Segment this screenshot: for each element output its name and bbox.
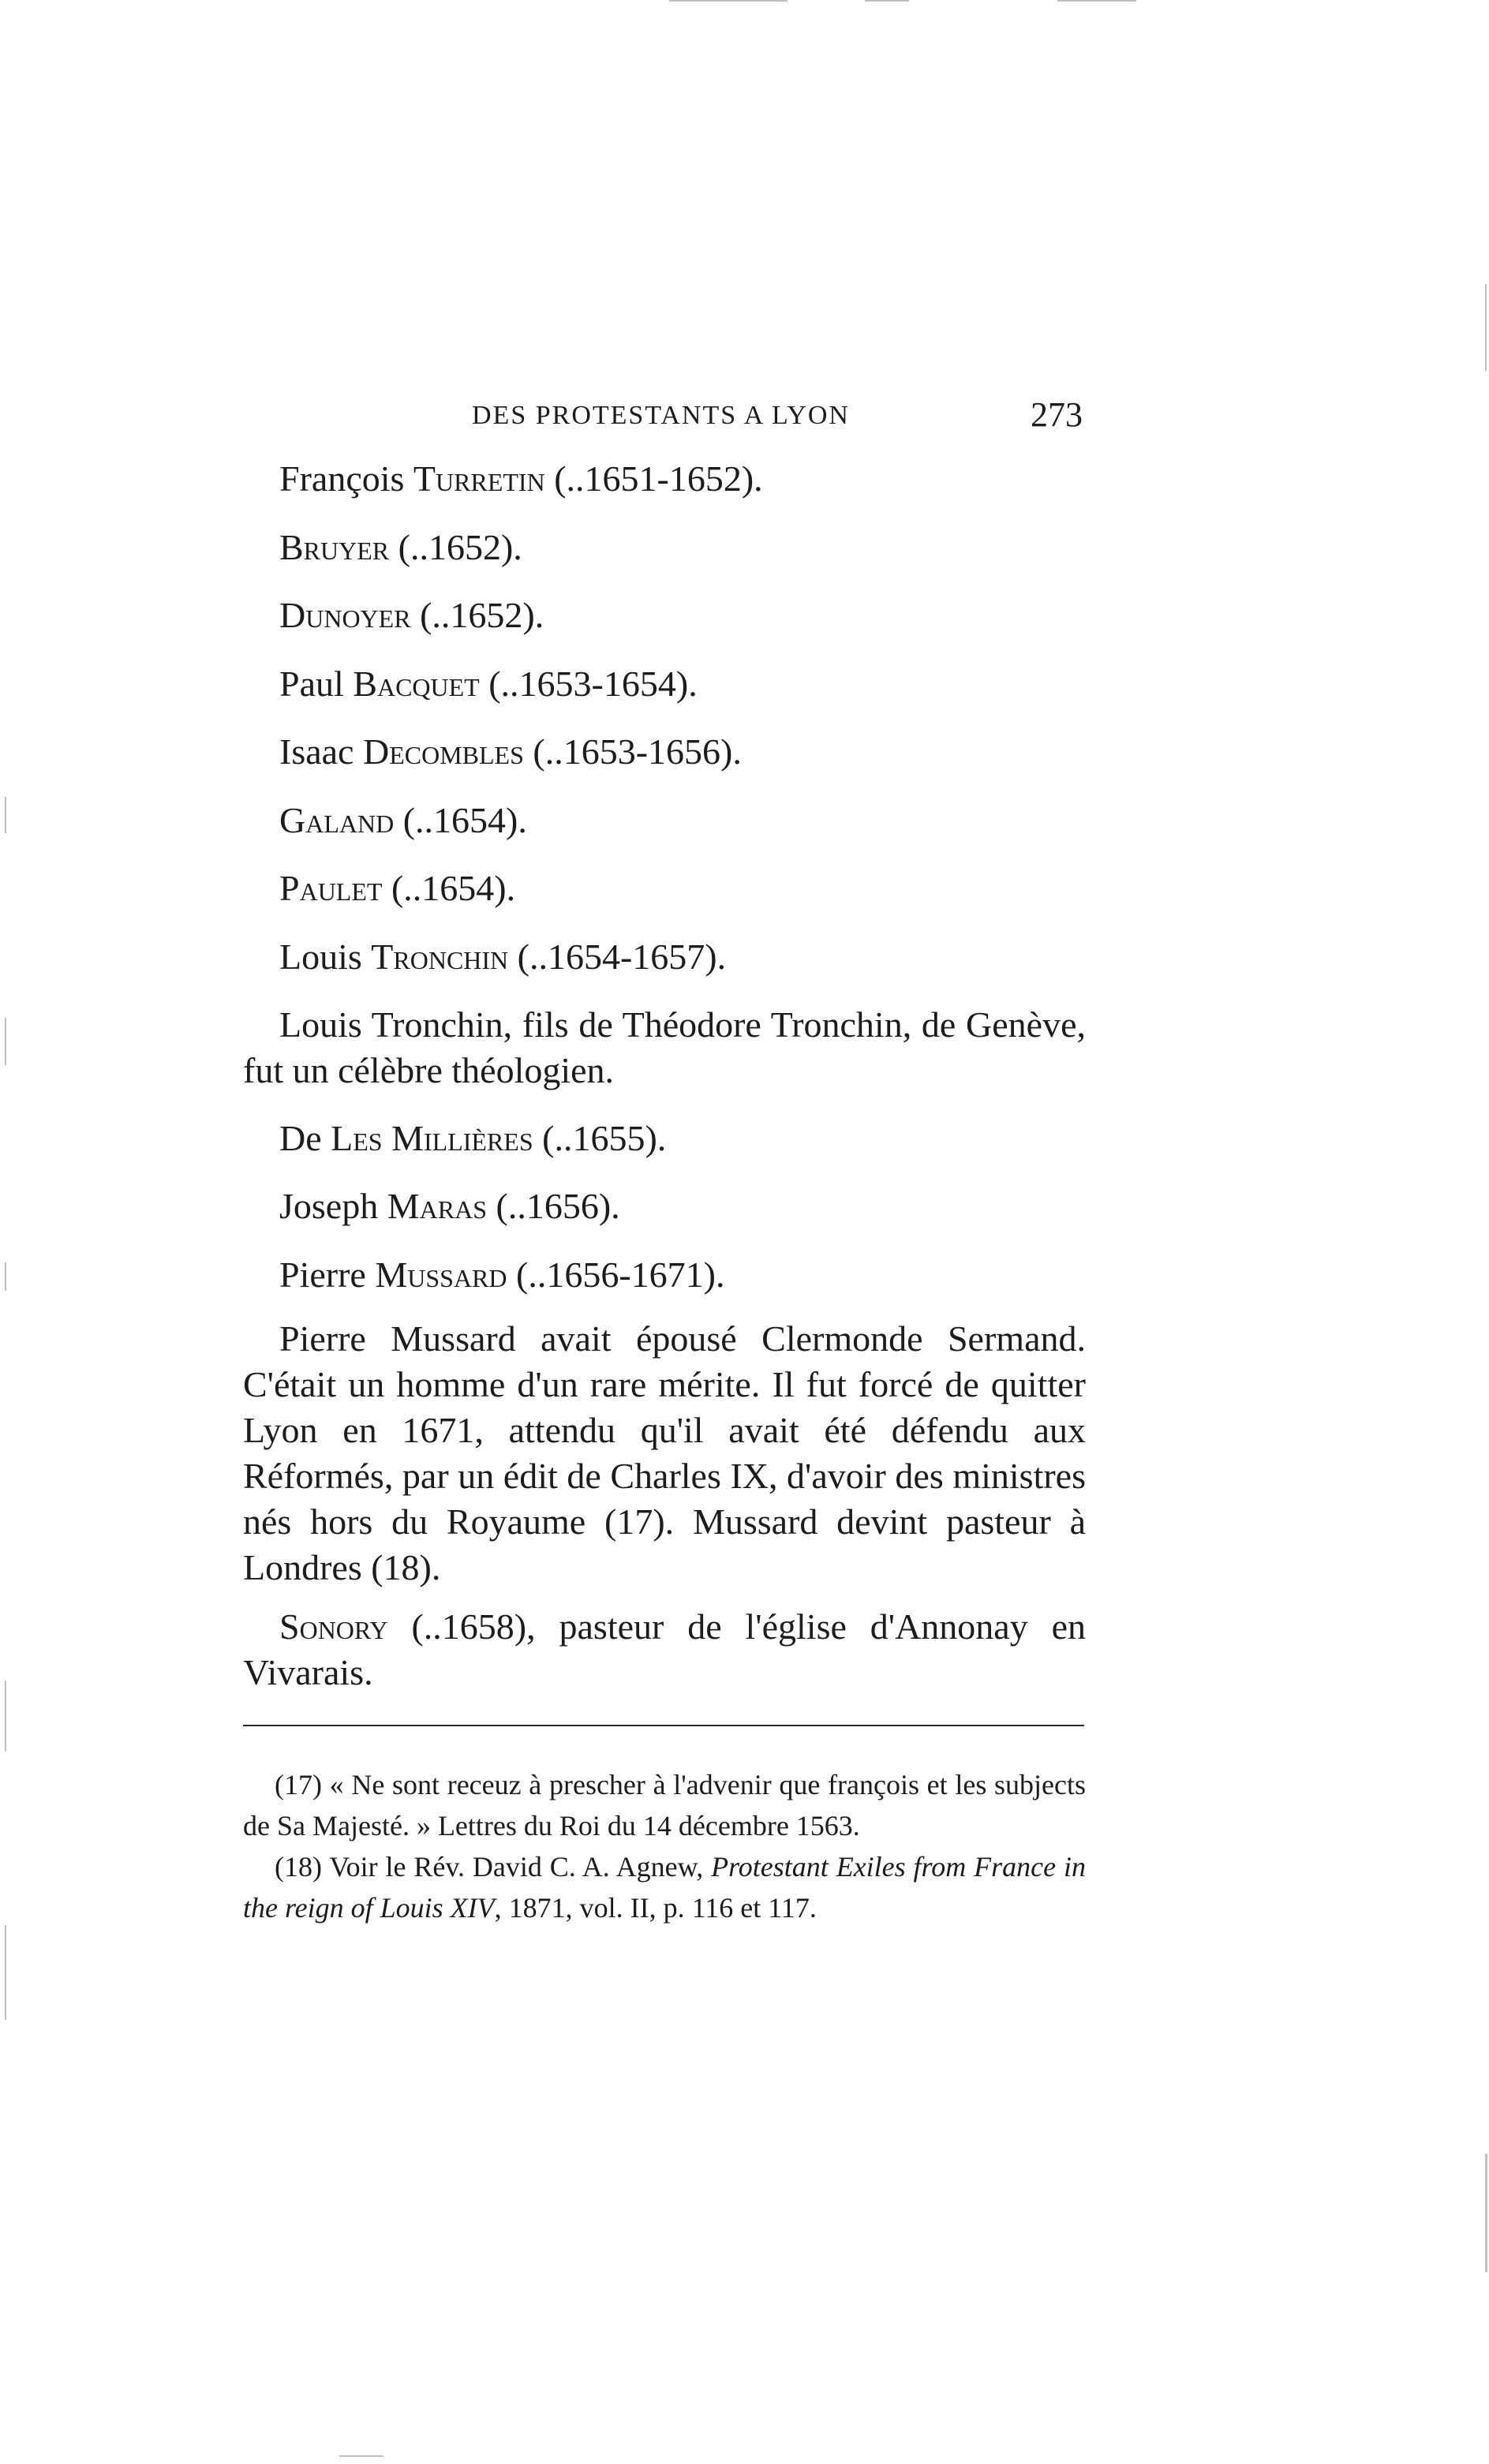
footnote-rule — [243, 1725, 1084, 1726]
entry-surname: Les Millières — [331, 1118, 533, 1158]
entry-surname: Paulet — [279, 868, 383, 908]
scan-edge-mark — [5, 797, 6, 833]
footnote-17: (17) « Ne sont receuz à prescher à l'advenir que françois et les subjects de Sa Majesté. » Lettres du Roi du 14 décembre 1563. — [243, 1769, 1086, 1841]
entry-dates: (..1652). — [389, 527, 522, 567]
entry-dates: (..1653-1654). — [479, 664, 698, 704]
entry-given-name: Louis — [279, 937, 372, 977]
entry-tronchin — [279, 936, 726, 978]
entry-dates: (..1658), pasteur de l'église d'Annonay en Vivarais. — [243, 1606, 1086, 1692]
entry-given-name: Joseph — [279, 1186, 387, 1226]
entry-dates: (..1656-1671). — [507, 1254, 725, 1295]
running-title: DES PROTESTANTS A LYON — [472, 401, 850, 430]
entry-given-name: Paul — [279, 664, 354, 704]
entry-dates: (..1655). — [533, 1118, 667, 1158]
scan-edge-mark — [1057, 0, 1136, 2]
entry-surname: Bruyer — [279, 527, 390, 567]
entry-bacquet — [279, 663, 698, 705]
entry-given-name: François — [279, 458, 413, 499]
entry-bruyer — [279, 526, 522, 568]
entry-given-name: De — [279, 1118, 331, 1158]
scan-edge-mark — [5, 1925, 6, 2020]
mussard-note: Pierre Mussard avait épousé Clermonde Sermand. C'était un homme d'un rare mérite. Il fut forcé de quitter Lyon en 1671, attendu qu'il avait été défendu aux Réformés, par un édit de Charles IX, d'avoir des ministres nés hors du Royaume (17). Mussard devint pasteur à Londres (18). — [243, 1318, 1086, 1587]
entry-surname: Turretin — [413, 458, 545, 499]
scan-edge-mark — [1485, 2154, 1487, 2272]
entry-decombles — [279, 731, 742, 772]
entry-dates: (..1654-1657). — [508, 937, 727, 977]
scan-edge-mark — [865, 0, 909, 2]
tronchin-note: Louis Tronchin, fils de Théodore Tronchin, de Genève, fut un célèbre théologien. — [243, 1004, 1086, 1090]
scan-edge-mark — [5, 1681, 6, 1752]
entry-surname: Maras — [387, 1186, 487, 1226]
entry-surname: Tronchin — [371, 937, 509, 977]
entry-paulet — [279, 867, 515, 909]
entry-dates: (..1652). — [410, 595, 544, 635]
footnote-18 — [243, 1846, 1086, 1928]
entry-surname: Galand — [279, 800, 395, 840]
entry-surname: Mussard — [375, 1254, 507, 1295]
entry-surname: Sonory — [279, 1606, 388, 1647]
entry-mussard — [279, 1254, 724, 1296]
entry-dates: (..1656). — [487, 1186, 620, 1226]
scan-edge-mark — [669, 0, 788, 2]
entry-dates: (..1653-1656). — [523, 731, 742, 772]
footnote-18-title: Protestant Exiles from France in the reign of Louis XIV — [243, 1851, 1086, 1924]
entry-sonory — [243, 1604, 1086, 1696]
entry-dates: (..1654). — [382, 868, 516, 908]
entry-surname: Decombles — [362, 731, 524, 772]
entry-given-name: Isaac — [279, 731, 363, 772]
scan-edge-mark — [1485, 284, 1487, 371]
entry-galand — [279, 799, 527, 841]
entry-dates: (..1654). — [394, 800, 527, 840]
scan-edge-mark — [339, 2455, 383, 2457]
entry-dunoyer — [279, 594, 544, 636]
scan-edge-mark — [5, 1018, 6, 1065]
entry-surname: Bacquet — [353, 664, 480, 704]
entry-les-millieres — [279, 1117, 666, 1159]
scan-edge-mark — [5, 1262, 6, 1291]
entry-maras — [279, 1185, 620, 1227]
footnote-18-suffix: , 1871, vol. II, p. 116 et 117. — [494, 1892, 817, 1924]
footnote-18-prefix: (18) Voir le Rév. David C. A. Agnew, — [275, 1851, 712, 1883]
entry-dates: (..1651-1652). — [544, 458, 763, 499]
entry-given-name: Pierre — [279, 1254, 376, 1295]
page-number: 273 — [1031, 395, 1083, 434]
entry-turretin — [279, 458, 763, 499]
entry-surname: Dunoyer — [279, 595, 411, 635]
